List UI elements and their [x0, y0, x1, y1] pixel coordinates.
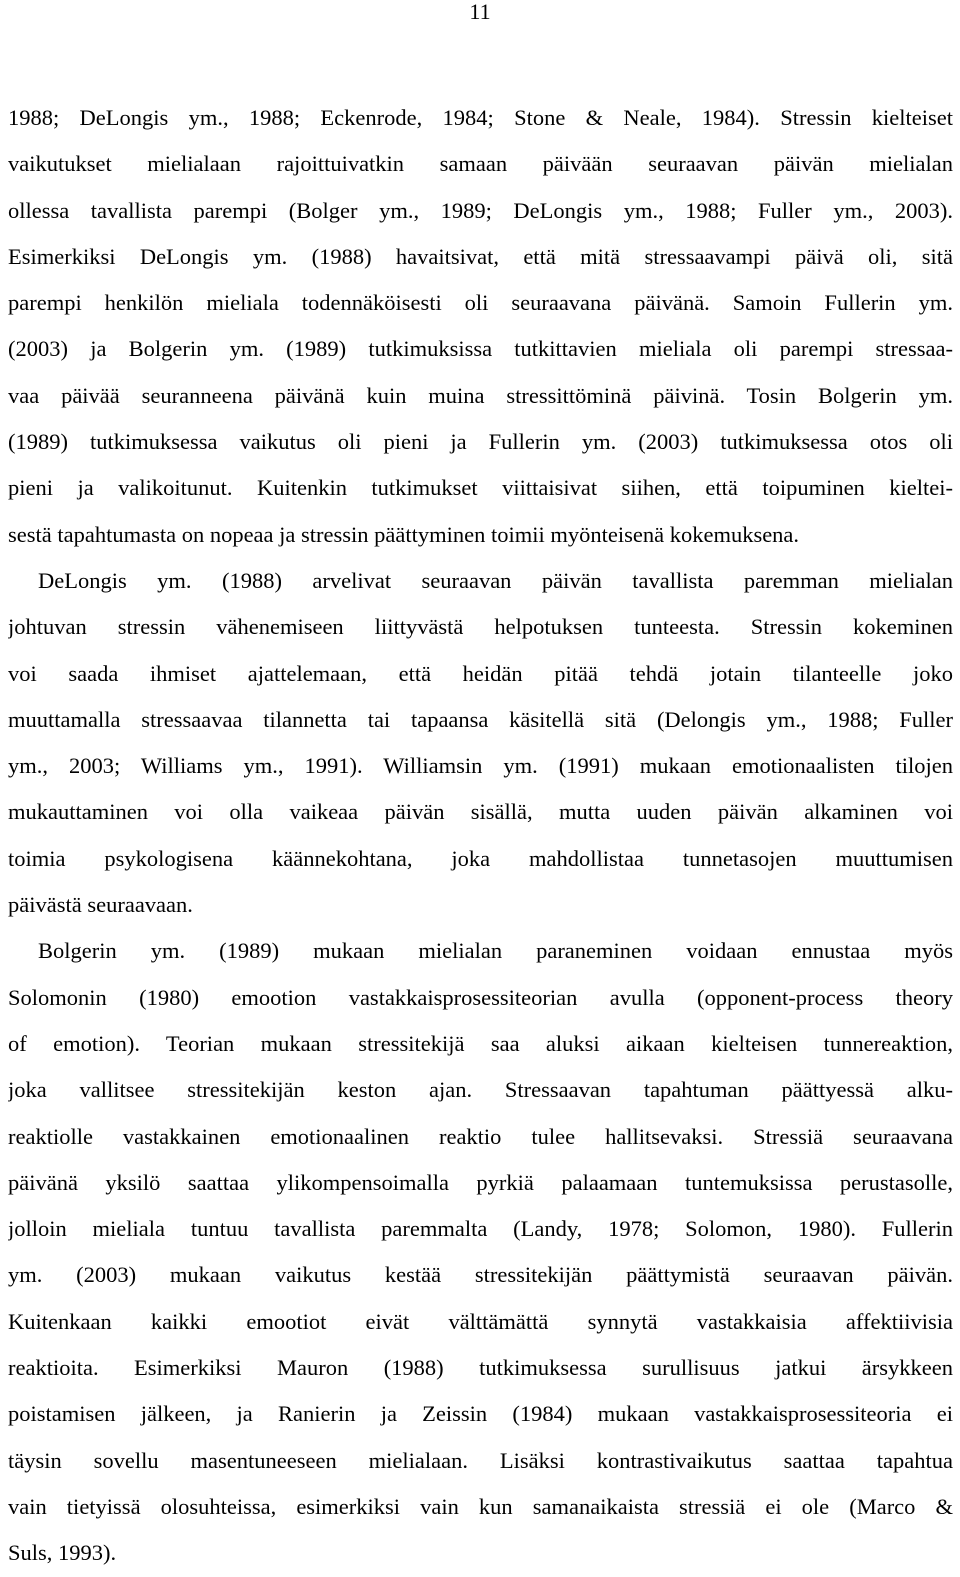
- text-line: jolloin mieliala tuntuu tavallista paremmalta (Landy, 1978; Solomon, 1980). Fullerin: [8, 1216, 953, 1242]
- text-line: poistamisen jälkeen, ja Ranierin ja Zeissin (1984) mukaan vastakkaisprosessiteoria ei: [8, 1401, 953, 1427]
- text-line: ym., 2003; Williams ym., 1991). Williamsin ym. (1991) mukaan emotionaalisten tilojen: [8, 753, 953, 779]
- text-line: DeLongis ym. (1988) arvelivat seuraavan päivän tavallista paremman mielialan: [38, 567, 953, 593]
- text-line: joka vallitsee stressitekijän keston ajan. Stressaavan tapahtuman päättyessä alku-: [8, 1077, 953, 1103]
- text-line: 1988; DeLongis ym., 1988; Eckenrode, 1984; Stone & Neale, 1984). Stressin kielteiset: [8, 105, 953, 130]
- text-line: toimia psykologisena käännekohtana, joka mahdollistaa tunnetasojen muuttumisen: [8, 845, 953, 871]
- text-line: täysin sovellu masentuneeseen mielialaan. Lisäksi kontrastivaikutus saattaa tapahtua: [8, 1447, 953, 1473]
- text-line: johtuvan stressin vähenemiseen liittyvästä helpotuksen tunteesta. Stressin kokeminen: [8, 614, 953, 640]
- text-line: sestä tapahtumasta on nopeaa ja stressin päättyminen toimii myönteisenä kokemuksena.: [8, 521, 800, 547]
- text-line: päivästä seuraavaan.: [8, 892, 193, 918]
- text-line: ollessa tavallista parempi (Bolger ym., 1989; DeLongis ym., 1988; Fuller ym., 2003).: [8, 197, 953, 223]
- page-number: 11: [469, 0, 491, 24]
- text-line: pieni ja valikoitunut. Kuitenkin tutkimukset viittaisivat siihen, että toipuminen kieltei-: [8, 475, 953, 501]
- text-line: vaikutukset mielialaan rajoittuivatkin samaan päivään seuraavan päivän mielialan: [8, 151, 953, 177]
- text-line: Suls, 1993).: [8, 1540, 117, 1566]
- text-line: voi saada ihmiset ajattelemaan, että heidän pitää tehdä jotain tilanteelle joko: [8, 660, 953, 686]
- text-line: vain tietyissä olosuhteissa, esimerkiksi vain kun samanaikaista stressiä ei ole (Marco &: [8, 1493, 953, 1519]
- text-line: vaa päivää seuranneena päivänä kuin muina stressittöminä päivinä. Tosin Bolgerin ym.: [8, 382, 953, 408]
- text-line: ym. (2003) mukaan vaikutus kestää stressitekijän päättymistä seuraavan päivän.: [8, 1262, 953, 1288]
- body-text: [8, 95, 953, 1577]
- text-line: Kuitenkaan kaikki emootiot eivät välttämättä synnytä vastakkaisia affektiivisia: [8, 1308, 953, 1334]
- text-line: of emotion). Teorian mukaan stressitekijä saa aluksi aikaan kielteisen tunnereaktion,: [8, 1030, 953, 1056]
- text-line: (1989) tutkimuksessa vaikutus oli pieni ja Fullerin ym. (2003) tutkimuksessa otos oli: [8, 429, 953, 455]
- text-line: mukauttaminen voi olla vaikeaa päivän sisällä, mutta uuden päivän alkaminen voi: [8, 799, 953, 825]
- text-line: Solomonin (1980) emootion vastakkaisprosessiteorian avulla (opponent-process theory: [8, 984, 953, 1010]
- text-line: parempi henkilön mieliala todennäköisesti oli seuraavana päivänä. Samoin Fullerin ym.: [8, 290, 953, 316]
- text-line: Esimerkiksi DeLongis ym. (1988) havaitsivat, että mitä stressaavampi päivä oli, sitä: [8, 243, 953, 269]
- text-line: (2003) ja Bolgerin ym. (1989) tutkimuksissa tutkittavien mieliala oli parempi stressaa-: [8, 336, 953, 362]
- text-line: muuttamalla stressaavaa tilannetta tai tapaansa käsitellä sitä (Delongis ym., 1988; Fuller: [8, 706, 953, 732]
- text-line: Bolgerin ym. (1989) mukaan mielialan paraneminen voidaan ennustaa myös: [38, 938, 953, 964]
- text-line: reaktioita. Esimerkiksi Mauron (1988) tutkimuksessa surullisuus jatkui ärsykkeen: [8, 1355, 953, 1381]
- text-line: reaktiolle vastakkainen emotionaalinen reaktio tulee hallitsevaksi. Stressiä seuraavana: [8, 1123, 953, 1149]
- text-line: päivänä yksilö saattaa ylikompensoimalla pyrkiä palaamaan tuntemuksissa perustasolle,: [8, 1169, 953, 1195]
